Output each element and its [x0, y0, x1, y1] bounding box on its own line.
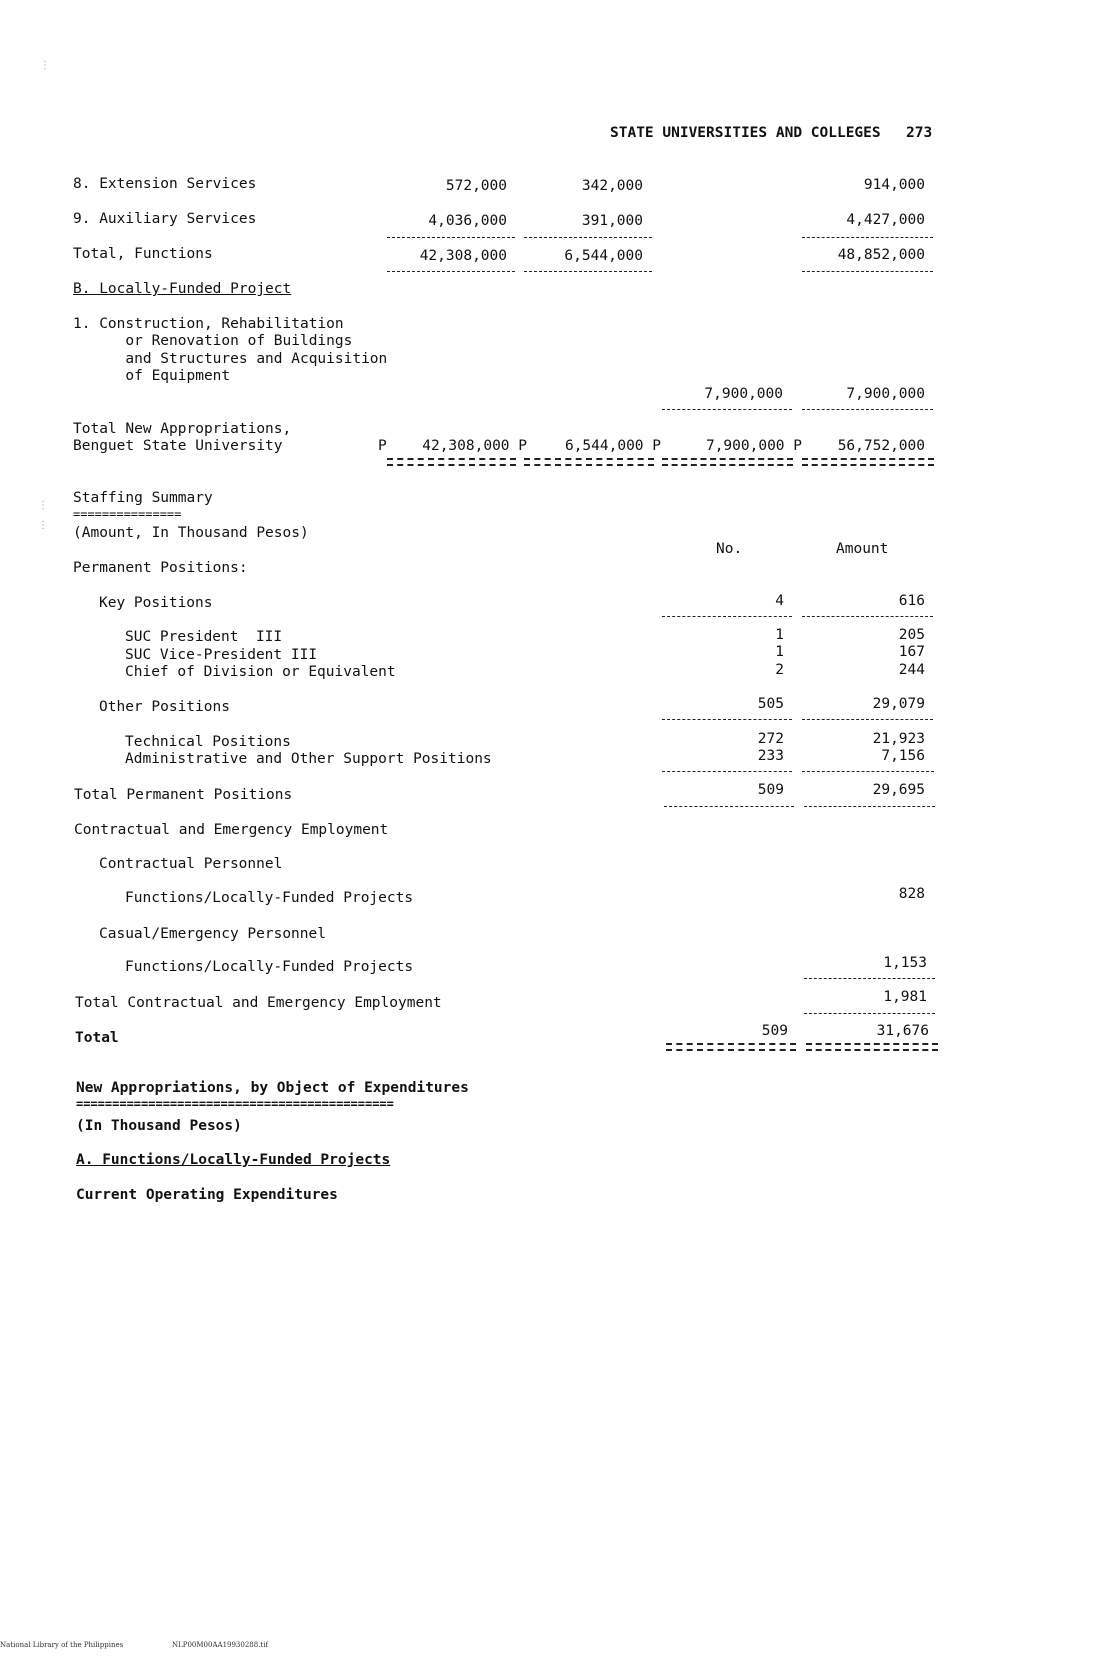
casual-functions-label: Functions/Locally-Funded Projects	[125, 959, 414, 975]
col-header-no: No.	[716, 541, 743, 557]
key-item-label: Chief of Division or Equivalent	[125, 664, 396, 680]
other-item-label: Administrative and Other Support Positions	[125, 751, 492, 767]
subtotal-rule	[524, 237, 652, 238]
locally-funded-item-line: and Structures and Acquisition	[73, 351, 388, 367]
casual-functions-amount: 1,153	[883, 955, 927, 971]
subtotal-rule	[804, 806, 935, 807]
grand-total-rule	[662, 458, 793, 466]
key-item-label: SUC Vice-President III	[125, 647, 318, 663]
new-appropriations-unit-note: (In Thousand Pesos)	[76, 1118, 242, 1134]
subtotal-rule	[804, 1013, 935, 1014]
other-item-label: Technical Positions	[125, 734, 291, 750]
total-permanent-label: Total Permanent Positions	[74, 787, 293, 803]
key-item-no: 1	[775, 627, 784, 643]
locally-funded-col3: 7,900,000	[704, 386, 783, 402]
tna-col1: 42,308,000 P	[422, 438, 527, 454]
new-appropriations-heading: New Appropriations, by Object of Expenditures	[76, 1080, 469, 1096]
staffing-heading: Staffing Summary	[73, 490, 213, 506]
staffing-heading-rule: ===============	[73, 507, 182, 521]
key-item-amount: 167	[898, 644, 925, 660]
key-item-amount: 205	[898, 627, 925, 643]
grand-total-rule	[806, 1043, 938, 1051]
staffing-total-amount: 31,676	[876, 1023, 929, 1039]
subtotal-rule	[802, 616, 933, 617]
grand-total-rule	[387, 458, 516, 466]
subtotal-rule	[664, 806, 794, 807]
tna-col2: 6,544,000 P	[564, 438, 661, 454]
subtotal-rule	[802, 409, 933, 410]
subtotal-rule	[662, 719, 792, 720]
subtotal-rule	[804, 978, 935, 979]
row-value-auxiliary-col2: 391,000	[581, 213, 643, 229]
subtotal-rule	[662, 771, 792, 772]
subtotal-rule	[387, 271, 515, 272]
other-positions-no: 505	[757, 696, 784, 712]
key-item-label: SUC President III	[125, 629, 283, 645]
new-appropriations-heading-rule: ============================================	[76, 1097, 394, 1111]
staffing-unit-note: (Amount, In Thousand Pesos)	[73, 525, 309, 541]
tna-label-line2: Benguet State University	[73, 438, 283, 454]
tna-currency-symbol: P	[378, 438, 387, 454]
staffing-total-no: 509	[761, 1023, 788, 1039]
row-value-extension-col2: 342,000	[581, 178, 643, 194]
total-contractual-amount: 1,981	[883, 989, 927, 1005]
other-item-no: 272	[757, 731, 784, 747]
scan-speck: ⋮	[38, 520, 48, 531]
contractual-emergency-label: Contractual and Emergency Employment	[74, 822, 389, 838]
total-permanent-no: 509	[757, 782, 784, 798]
locally-funded-item-line: of Equipment	[73, 368, 231, 384]
row-label-extension: 8. Extension Services	[73, 176, 257, 192]
key-item-no: 1	[775, 644, 784, 660]
scan-speck: ⋮	[38, 500, 48, 511]
key-item-amount: 244	[898, 662, 925, 678]
subtotal-rule	[802, 719, 933, 720]
row-value-extension-total: 914,000	[863, 177, 925, 193]
scan-speck: ⋮	[40, 60, 50, 71]
subtotal-rule	[802, 771, 934, 772]
total-functions-col1: 42,308,000	[419, 248, 507, 264]
subtotal-rule	[387, 237, 515, 238]
total-functions-total: 48,852,000	[837, 247, 925, 263]
row-value-auxiliary-col1: 4,036,000	[428, 213, 507, 229]
other-item-no: 233	[757, 748, 784, 764]
tna-label-line1: Total New Appropriations,	[73, 421, 292, 437]
subtotal-rule	[662, 616, 792, 617]
locally-funded-item-line: or Renovation of Buildings	[73, 333, 353, 349]
col-header-amount: Amount	[836, 541, 889, 557]
contractual-personnel-label: Contractual Personnel	[99, 856, 283, 872]
total-functions-col2: 6,544,000	[564, 248, 643, 264]
subtotal-rule	[802, 237, 933, 238]
locally-funded-heading: B. Locally-Funded Project	[73, 281, 292, 297]
subtotal-rule	[662, 409, 792, 410]
current-operating-label: Current Operating Expenditures	[76, 1187, 338, 1203]
tna-col3: 7,900,000 P	[705, 438, 802, 454]
total-contractual-label: Total Contractual and Emergency Employment	[75, 995, 442, 1011]
staffing-total-label: Total	[75, 1030, 119, 1046]
grand-total-rule	[802, 458, 934, 466]
row-label-auxiliary: 9. Auxiliary Services	[73, 211, 257, 227]
footer-file-id: NLP00M00AA19930288.tif	[172, 1641, 269, 1649]
subtotal-rule	[524, 271, 652, 272]
key-positions-label: Key Positions	[99, 595, 213, 611]
row-value-auxiliary-total: 4,427,000	[846, 212, 925, 228]
contractual-functions-amount: 828	[898, 886, 925, 902]
page-number: 273	[906, 125, 933, 141]
footer-library: National Library of the Philippines	[0, 1641, 124, 1649]
key-item-no: 2	[775, 662, 784, 678]
grand-total-rule	[666, 1043, 796, 1051]
locally-funded-total: 7,900,000	[846, 386, 925, 402]
functions-subheading: A. Functions/Locally-Funded Projects	[76, 1152, 391, 1168]
other-positions-label: Other Positions	[99, 699, 230, 715]
total-functions-label: Total, Functions	[73, 246, 213, 262]
casual-personnel-label: Casual/Emergency Personnel	[99, 926, 326, 942]
key-positions-no: 4	[775, 593, 784, 609]
key-positions-amount: 616	[898, 593, 925, 609]
tna-total: 56,752,000	[837, 438, 925, 454]
contractual-functions-label: Functions/Locally-Funded Projects	[125, 890, 414, 906]
row-value-extension-col1: 572,000	[445, 178, 507, 194]
other-item-amount: 7,156	[881, 748, 925, 764]
subtotal-rule	[802, 271, 933, 272]
other-positions-amount: 29,079	[872, 696, 925, 712]
other-item-amount: 21,923	[872, 731, 925, 747]
running-header-title: STATE UNIVERSITIES AND COLLEGES	[610, 125, 881, 141]
total-permanent-amount: 29,695	[872, 782, 925, 798]
locally-funded-item-line: 1. Construction, Rehabilitation	[73, 316, 344, 332]
permanent-positions-label: Permanent Positions:	[73, 560, 248, 576]
grand-total-rule	[524, 458, 654, 466]
